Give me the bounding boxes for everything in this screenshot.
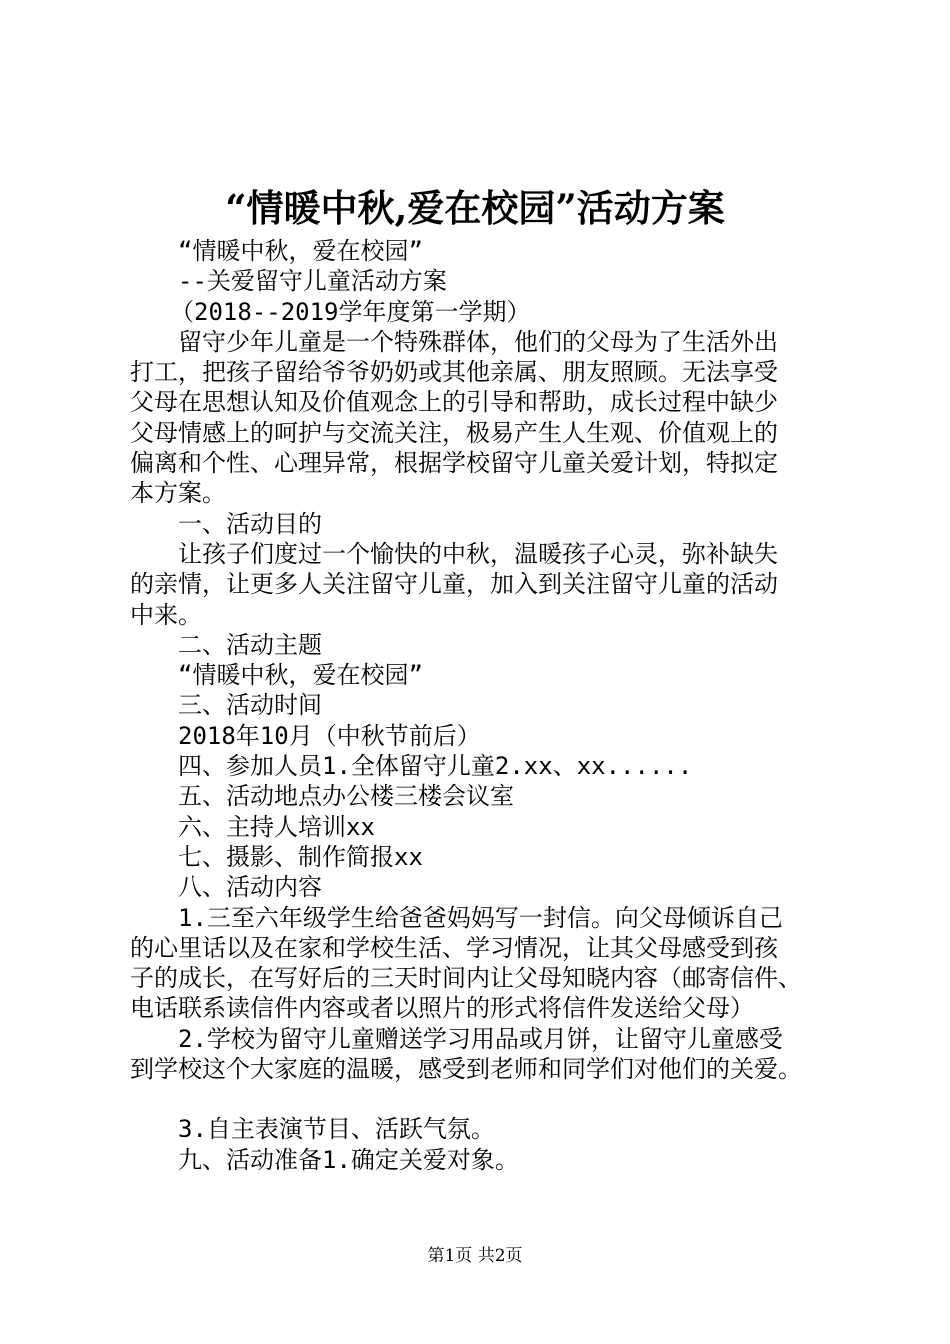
paragraph-line: 中来。 xyxy=(130,600,202,629)
semester-line: （2018--2019学年度第一学期） xyxy=(170,297,531,326)
paragraph-line: 本方案。 xyxy=(130,479,226,508)
paragraph-line: 留守少年儿童是一个特殊群体，他们的父母为了生活外出 xyxy=(178,327,778,356)
section-heading: 二、活动主题 xyxy=(178,630,322,659)
document-body xyxy=(130,236,830,1175)
paragraph-line: 1.三至六年级学生给爸爸妈妈写一封信。向父母倾诉自己 xyxy=(178,903,783,932)
section-heading: 八、活动内容 xyxy=(178,873,322,902)
section-heading: 九、活动准备1.确定关爱对象。 xyxy=(178,1145,519,1174)
page-footer: 第1页 共2页 xyxy=(427,1246,523,1266)
paragraph-line: “情暖中秋，爱在校园” xyxy=(178,661,423,690)
paragraph-line: 3.自主表演节目、活跃气氛。 xyxy=(178,1115,495,1144)
section-heading: 五、活动地点办公楼三楼会议室 xyxy=(178,782,514,811)
document-title: “情暖中秋,爱在校园”活动方案 xyxy=(225,186,725,230)
paragraph-line: 的亲情，让更多人关注留守儿童，加入到关注留守儿童的活动 xyxy=(130,570,778,599)
paragraph-line: 父母情感上的呵护与交流关注，极易产生人生观、价值观上的 xyxy=(130,418,778,447)
paragraph-line: 子的成长，在写好后的三天时间内让父母知晓内容（邮寄信件、 xyxy=(130,964,802,993)
section-heading: 六、主持人培训xx xyxy=(178,812,375,841)
paragraph-line: 的心里话以及在家和学校生活、学习情况，让其父母感受到孩 xyxy=(130,933,778,962)
paragraph-line: 到学校这个大家庭的温暖，感受到老师和同学们对他们的关爱。 xyxy=(130,1055,802,1084)
paragraph-line: 2018年10月（中秋节前后） xyxy=(178,721,481,750)
section-heading: 一、活动目的 xyxy=(178,509,322,538)
paragraph-line: 电话联系读信件内容或者以照片的形式将信件发送给父母） xyxy=(130,994,754,1023)
paragraph-line: 2.学校为留守儿童赠送学习用品或月饼，让留守儿童感受 xyxy=(178,1024,783,1053)
paragraph-line: 让孩子们度过一个愉快的中秋，温暖孩子心灵，弥补缺失 xyxy=(178,539,778,568)
paragraph-line: 偏离和个性、心理异常，根据学校留守儿童关爱计划，特拟定 xyxy=(130,449,778,478)
section-heading: 三、活动时间 xyxy=(178,691,322,720)
paragraph-line: 打工，把孩子留给爷爷奶奶或其他亲属、朋友照顾。无法享受 xyxy=(130,358,778,387)
section-heading: 七、摄影、制作简报xx xyxy=(178,842,423,871)
subtitle-line: --关爱留守儿童活动方案 xyxy=(178,267,447,296)
section-heading: 四、参加人员1.全体留守儿童2.xx、xx...... xyxy=(178,752,693,781)
paragraph-gap xyxy=(130,1084,830,1114)
subtitle-line: “情暖中秋，爱在校园” xyxy=(178,237,423,265)
paragraph-line: 父母在思想认知及价值观念上的引导和帮助，成长过程中缺少 xyxy=(130,388,778,417)
